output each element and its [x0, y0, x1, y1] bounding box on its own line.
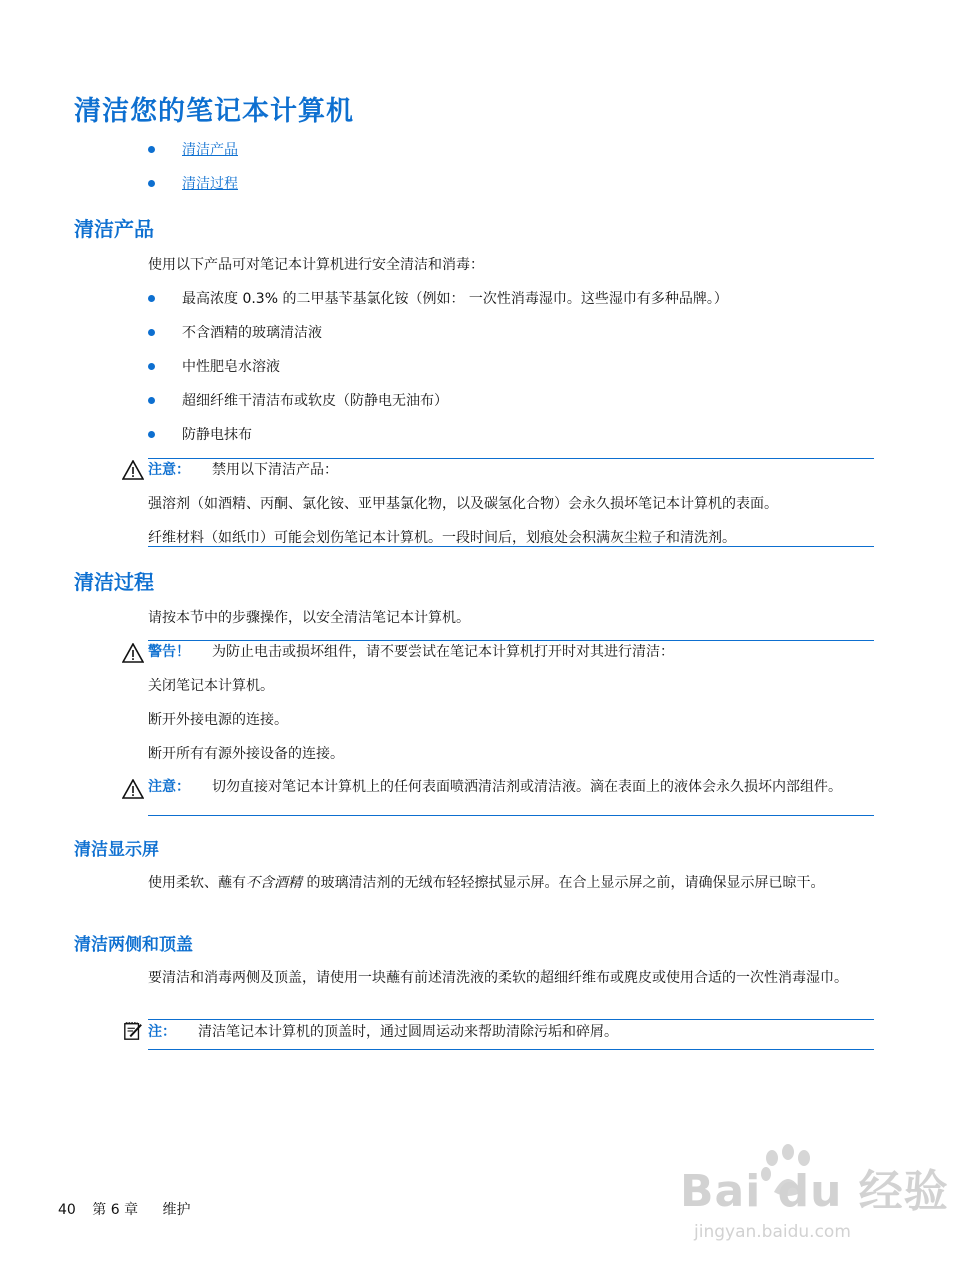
caution-line: 纤维材料（如纸巾）可能会划伤笔记本计算机。一段时间后，划痕处会积满灰尘粒子和清洗剂。: [148, 530, 736, 546]
note-sides: [148, 1022, 878, 1042]
caution-products: [148, 460, 878, 480]
list-item-text: 中性肥皂水溶液: [182, 359, 280, 375]
sides-text: 要清洁和消毒两侧及顶盖，请使用一块蘸有前述清洗液的柔软的超细纤维布或麂皮或使用合适的一次性消毒湿巾。: [148, 970, 848, 986]
warning-label: 警告！: [148, 644, 190, 660]
products-intro: 使用以下产品可对笔记本计算机进行安全清洁和消毒：: [148, 257, 484, 273]
caution-label: 注意：: [148, 462, 190, 478]
bullet-icon: [148, 329, 155, 336]
caution-label: 注意：: [148, 779, 190, 795]
page-title: 清洁您的笔记本计算机: [74, 96, 354, 127]
toc-item-procedure[interactable]: [148, 174, 238, 194]
list-item: [148, 391, 448, 411]
warning-triangle-icon: [122, 643, 144, 663]
page-number: 40: [58, 1202, 76, 1218]
caution-text: 切勿直接对笔记本计算机上的任何表面喷洒清洁剂或清洁液。滴在表面上的液体会永久损坏内部组件。: [212, 779, 842, 795]
section-heading-procedure: 清洁过程: [74, 570, 154, 594]
note-text: 清洁笔记本计算机的顶盖时，通过圆周运动来帮助清除污垢和碎屑。: [198, 1024, 618, 1040]
list-item: [148, 323, 322, 343]
watermark-url: jingyan.baidu.com: [694, 1222, 851, 1242]
display-text-part: 的玻璃清洁剂的无绒布轻轻擦拭显示屏。在合上显示屏之前，请确保显示屏已晾干。: [302, 875, 825, 891]
caution-procedure: [148, 777, 878, 797]
caution-text: 禁用以下清洁产品：: [212, 462, 338, 478]
page-footer: [58, 1200, 203, 1220]
chapter-label: 第 6 章: [92, 1202, 139, 1218]
list-item-text: 最高浓度 0.3% 的二甲基苄基氯化铵（例如： 一次性消毒湿巾。这些湿巾有多种品牌。）: [182, 291, 728, 307]
list-item: [148, 425, 252, 445]
note-divider: [148, 1049, 874, 1050]
warning-triangle-icon: [122, 460, 144, 480]
bullet-icon: [148, 295, 155, 302]
section-heading-display: 清洁显示屏: [74, 840, 159, 860]
display-text: [148, 873, 878, 893]
list-item: [148, 289, 728, 309]
note-label: 注：: [148, 1024, 176, 1040]
display-text-part: 使用柔软、蘸有: [148, 875, 246, 891]
warning-procedure: [148, 642, 878, 662]
list-item-text: 防静电抹布: [182, 427, 252, 443]
bullet-icon: [148, 363, 155, 370]
display-text-italic: 不含酒精: [246, 875, 302, 891]
list-item-text: 不含酒精的玻璃清洁液: [182, 325, 322, 341]
warning-step: 断开所有有源外接设备的连接。: [148, 746, 344, 762]
watermark-brand: Bai du 经验: [680, 1166, 949, 1217]
procedure-intro: 请按本节中的步骤操作，以安全清洁笔记本计算机。: [148, 610, 470, 626]
section-heading-products: 清洁产品: [74, 217, 154, 241]
warning-triangle-icon: [122, 779, 144, 799]
warning-text: 为防止电击或损坏组件，请不要尝试在笔记本计算机打开时对其进行清洁：: [212, 644, 674, 660]
list-item-text: 超细纤维干清洁布或软皮（防静电无油布）: [182, 393, 448, 409]
section-heading-sides: 清洁两侧和顶盖: [74, 935, 193, 955]
note-divider: [148, 1019, 874, 1020]
note-divider: [148, 640, 874, 641]
bullet-icon: [148, 146, 155, 153]
toc-link-procedure[interactable]: 清洁过程: [182, 176, 238, 192]
bullet-icon: [148, 180, 155, 187]
note-divider: [148, 546, 874, 547]
bullet-icon: [148, 431, 155, 438]
note-divider: [148, 815, 874, 816]
toc-link-products[interactable]: 清洁产品: [182, 142, 238, 158]
baidu-watermark: [680, 1140, 949, 1250]
warning-step: 关闭笔记本计算机。: [148, 678, 274, 694]
note-pencil-icon: [122, 1021, 144, 1041]
warning-step: 断开外接电源的连接。: [148, 712, 288, 728]
caution-line: 强溶剂（如酒精、丙酮、氯化铵、亚甲基氯化物，以及碳氢化合物）会永久损坏笔记本计算机的表面。: [148, 496, 778, 512]
list-item: [148, 357, 280, 377]
section-label: 维护: [162, 1202, 191, 1218]
bullet-icon: [148, 397, 155, 404]
toc-item-products[interactable]: [148, 140, 238, 160]
note-divider: [148, 458, 874, 459]
